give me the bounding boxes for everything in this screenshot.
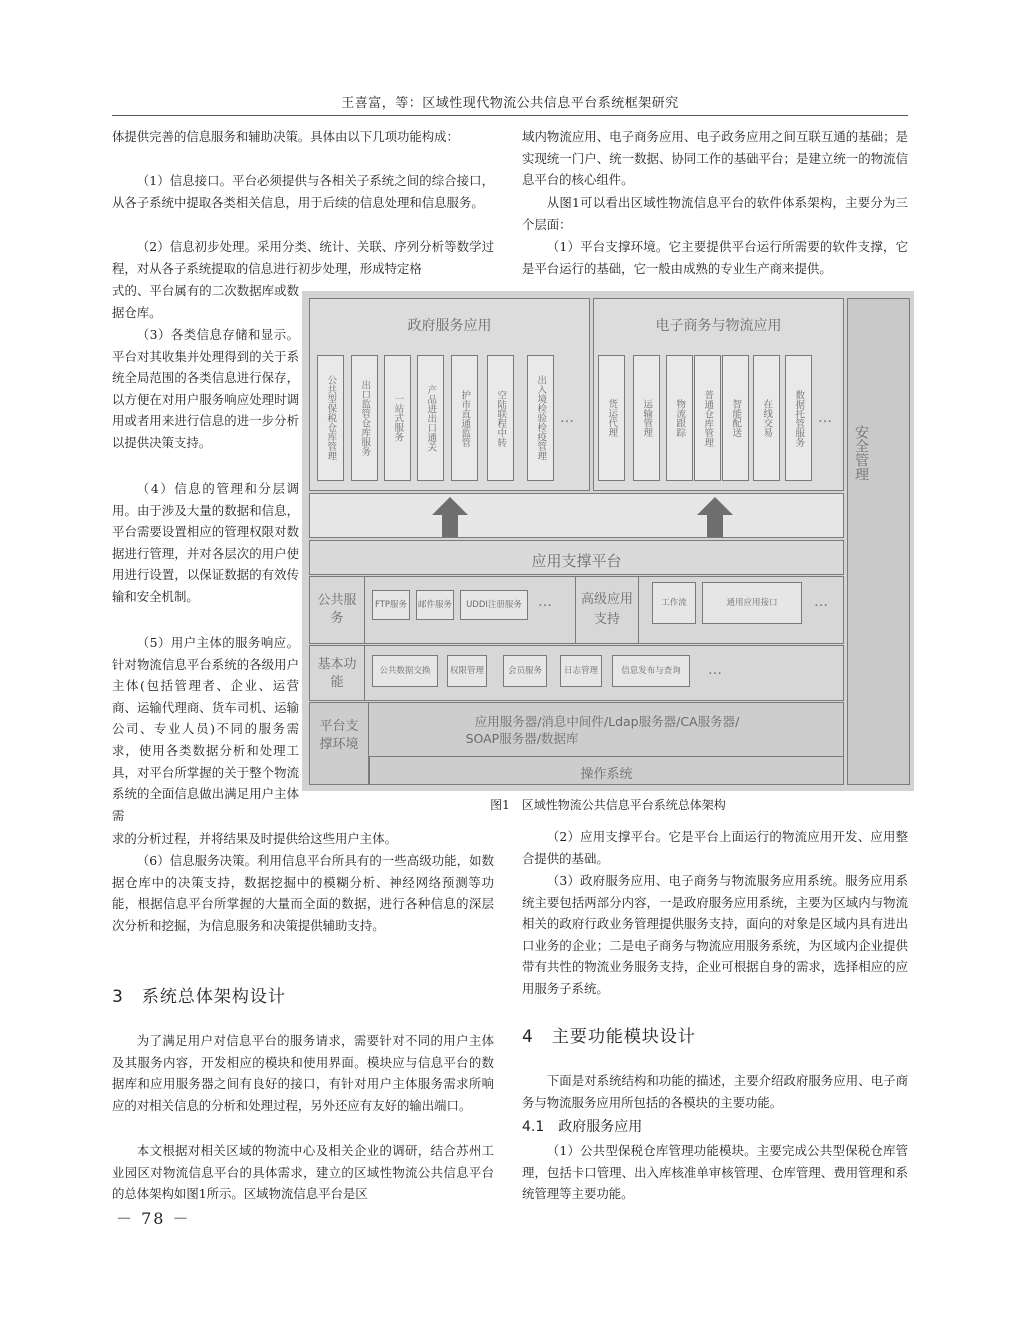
advanced-ellipsis: … bbox=[814, 594, 829, 610]
up-arrow-left-icon bbox=[430, 495, 470, 539]
common-interface-box: 通用应用接口 bbox=[702, 582, 802, 624]
ec-module-2: 运输管理 bbox=[633, 355, 660, 481]
left-paragraph-intro: 体提供完善的信息服务和辅助决策。具体由以下几项功能构成： bbox=[112, 129, 459, 144]
public-services-label: 公共服务 bbox=[317, 593, 357, 626]
ec-module-4: 普通仓库管理 bbox=[694, 355, 721, 481]
left-paragraph-5b: 求的分析过程，并将结果及时提供给这些用户主体。 bbox=[112, 831, 397, 846]
page-number: － 78 － bbox=[116, 1209, 191, 1228]
gov-module-1: 公共型保税仓库管理 bbox=[317, 355, 344, 481]
right-paragraph-3: （2）应用支撑平台。它是平台上面运行的物流应用开发、应用整合提供的基础。 bbox=[522, 829, 908, 866]
section-4-1-paragraph-1: （1）公共型保税仓库管理功能模块。主要完成公共型保税仓库管理，包括卡口管理、出入库核准单审核管理、仓库管理、费用管理和系统管理等主要功能。 bbox=[522, 1143, 908, 1202]
section-3-paragraph-1: 为了满足用户对信息平台的服务请求，需要针对不同的用户主体及其服务内容，开发相应的模块和使用界面。模块应与信息平台的数据库和应用服务器之间有良好的接口，有针对用户主体服务需求所响应的对相关信息的分析和处理过程，另外还应有友好的输出端口。 bbox=[112, 1033, 494, 1113]
ec-more-ellipsis: … bbox=[818, 410, 833, 426]
left-paragraph-5a: （5）用户主体的服务响应。针对物流信息平台系统的各级用户主体(包括管理者、企业、运营商、运输代理商、货车司机、运输公司、专业人员)不同的服务需求，使用各类数据分析和处理工具，对平台所掌握的关于整个物流系统的全面信息做出满足用户主体需 bbox=[112, 635, 299, 823]
platform-env-label: 平台支撑环境 bbox=[319, 719, 359, 752]
ec-module-3: 物流跟踪 bbox=[666, 355, 693, 481]
up-arrow-right-icon bbox=[695, 495, 735, 539]
left-paragraph-2a: （2）信息初步处理。采用分类、统计、关联、序列分析等数学过程，对从各子系统提取的信息进行初步处理，形成特定格 bbox=[112, 239, 494, 276]
info-publish-box: 信息发布与查询 bbox=[612, 655, 690, 687]
gov-module-3: 一站式服务 bbox=[384, 355, 411, 481]
left-paragraph-6: （6）信息服务决策。利用信息平台所具有的一些高级功能，如数据仓库中的决策支持，数据挖掘中的模糊分析、神经网络预测等功能，根据信息平台所掌握的大量而全面的数据，进行各种信息的深层次分析和挖掘，为信息服务和决策提供辅助支持。 bbox=[112, 853, 494, 933]
permission-box: 权限管理 bbox=[447, 655, 487, 687]
left-paragraph-2b: 式的、平台属有的二次数据库或数据仓库。 bbox=[112, 283, 299, 320]
figure-caption: 图1 区域性物流公共信息平台系统总体架构 bbox=[490, 798, 726, 812]
servers-line-2: SOAP服务器/数据库 bbox=[465, 731, 579, 746]
left-paragraph-4: （4）信息的管理和分层调用。由于涉及大量的数据和信息，平台需要设置相应的管理权限对数据进行管理，并对各层次的用户使用进行设置，以保证数据的有效传输和安全机制。 bbox=[112, 481, 299, 604]
header-rule bbox=[112, 115, 908, 116]
gov-module-5: 护市直通监管 bbox=[451, 355, 478, 481]
section-3-paragraph-2: 本文根据对相关区域的物流中心及相关企业的调研，结合苏州工业园区对物流信息平台的具体需求，建立的区域性物流公共信息平台的总体架构如图1所示。区域物流信息平台是区 bbox=[112, 1143, 494, 1202]
gov-module-7: 出入境检验检疫管理 bbox=[527, 355, 554, 481]
advanced-support-label: 高级应用支持 bbox=[580, 592, 633, 627]
ec-module-7: 数据托管服务 bbox=[785, 355, 812, 481]
right-paragraph-4: （3）政府服务应用、电子商务与物流服务应用系统。服务应用系统主要包括两部分内容，一是政府服务应用系统，主要为区域内与物流相关的政府行政业务管理提供服务支持，面向的对象是区域内具有进出口业务的企业；二是电子商务与物流应用服务系统，为区域内企业提供带有共性的物流业务服务支持，企业可根据自身的需求，选择相应的应用服务子系统。 bbox=[522, 873, 908, 996]
ec-module-6: 在线交易 bbox=[753, 355, 780, 481]
basic-functions-ellipsis: … bbox=[708, 662, 723, 678]
public-services-ellipsis: … bbox=[538, 594, 553, 610]
section-3-heading: 3 系统总体架构设计 bbox=[112, 987, 286, 1007]
data-exchange-box: 公共数据交换 bbox=[372, 655, 438, 687]
section-4-heading: 4 主要功能模块设计 bbox=[522, 1027, 696, 1047]
gov-module-2: 出口监管仓库服务 bbox=[351, 355, 378, 481]
left-paragraph-3: （3）各类信息存储和显示。平台对其收集并处理得到的关于系统全局范围的各类信息进行保存，以方便在对用户服务响应处理时调用或者用来进行信息的进一步分析以提供决策支持。 bbox=[112, 327, 299, 450]
arrow-band bbox=[309, 493, 844, 538]
mail-service-box: 邮件服务 bbox=[416, 590, 454, 620]
basic-functions-label: 基本功能 bbox=[317, 657, 357, 690]
gov-module-4: 产品进出口通关 bbox=[417, 355, 444, 481]
left-paragraph-1: （1）信息接口。平台必须提供与各相关子系统之间的综合接口，从各子系统中提取各类相关信息，用于后续的信息处理和信息服务。 bbox=[112, 173, 494, 210]
section-4-1-heading: 4.1 政府服务应用 bbox=[522, 1119, 643, 1135]
servers-line-1: 应用服务器/消息中间件/Ldap服务器/CA服务器/ bbox=[474, 714, 740, 729]
right-paragraph-0: 域内物流应用、电子商务应用、电子政务应用之间互联互通的基础；是实现统一门户、统一数据、协同工作的基础平台；是建立统一的物流信息平台的核心组件。 bbox=[522, 129, 908, 188]
os-label: 操作系统 bbox=[580, 767, 633, 782]
security-management-label: 安全管理 bbox=[853, 425, 869, 481]
gov-module-6: 空陆联程中转 bbox=[487, 355, 514, 481]
gov-services-title: 政府服务应用 bbox=[407, 318, 492, 334]
section-4-paragraph-1: 下面是对系统结构和功能的描述，主要介绍政府服务应用、电子商务与物流服务应用所包括的各模块的主要功能。 bbox=[522, 1073, 908, 1110]
workflow-box: 工作流 bbox=[652, 582, 696, 624]
gov-more-ellipsis: … bbox=[560, 410, 575, 426]
running-header: 王喜富，等：区域性现代物流公共信息平台系统框架研究 bbox=[341, 96, 679, 111]
member-service-box: 会员服务 bbox=[503, 655, 547, 687]
log-management-box: 日志管理 bbox=[560, 655, 602, 687]
ec-services-title: 电子商务与物流应用 bbox=[655, 318, 782, 334]
ftp-service-box: FTP服务 bbox=[372, 590, 410, 620]
ec-module-5: 智能配送 bbox=[722, 355, 749, 481]
right-paragraph-1: 从图1可以看出区域性物流信息平台的软件体系架构，主要分为三个层面： bbox=[522, 195, 908, 232]
right-paragraph-2: （1）平台支撑环境。它主要提供平台运行所需要的软件支撑，它是平台运行的基础，它一般由成熟的专业生产商来提供。 bbox=[522, 239, 908, 276]
app-support-title: 应用支撑平台 bbox=[531, 552, 622, 570]
ec-module-1: 货运代理 bbox=[598, 355, 625, 481]
uddi-service-box: UDDI注册服务 bbox=[460, 590, 528, 620]
security-management-box bbox=[847, 298, 910, 785]
